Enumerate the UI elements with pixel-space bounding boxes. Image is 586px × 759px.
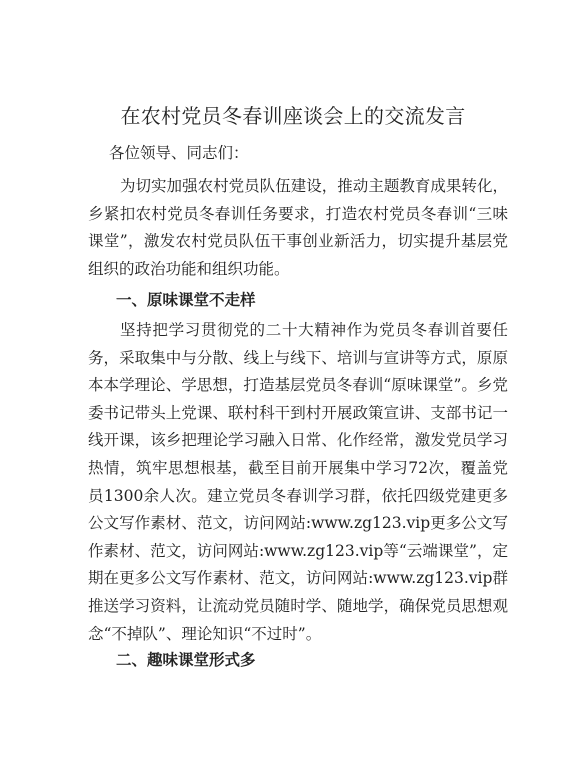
- paragraph-section-1: 坚持把学习贯彻党的二十大精神作为党员冬春训首要任务，采取集中与分散、线上与线下、培训与宣讲等方式，原原本本学理论、学思想，打造基层党员冬春训“原味课堂”。乡党委书记带头上党课、联村科干到村开展政策宣讲、支部书记一线开课，该乡把理论学习融入日常、化作经常，激发党员学习热情，筑牢思想根基，截至目前开展集中学习72次，覆盖党员1300余人次。建立党员冬春训学习群，依托四级党建更多公文写作素材、范文，访问网站:www.zg123.vip更多公文写作素材、范文，访问网站:www.zg123.vip等“云端课堂”，定期在更多公文写作素材、范文，访问网站:www.zg123.vip群推送学习资料，让流动党员随时学、随地学，确保党员思想观念“不掉队”、理论知识“不过时”。: [88, 321, 508, 643]
- document-title: 在农村党员冬春训座谈会上的交流发言: [120, 104, 466, 128]
- greeting: 各位领导、同志们：: [109, 144, 249, 162]
- section-heading-2: 二、趣味课堂形式多: [116, 650, 256, 669]
- section-heading-1: 一、原味课堂不走样: [116, 290, 256, 309]
- paragraph-intro: 为切实加强农村党员队伍建设，推动主题教育成果转化，乡紧扣农村党员冬春训任务要求，打造农村党员冬春训“三味课堂”，激发农村党员队伍干事创业新活力，切实提升基层党组织的政治功能和组织功能。: [88, 177, 508, 278]
